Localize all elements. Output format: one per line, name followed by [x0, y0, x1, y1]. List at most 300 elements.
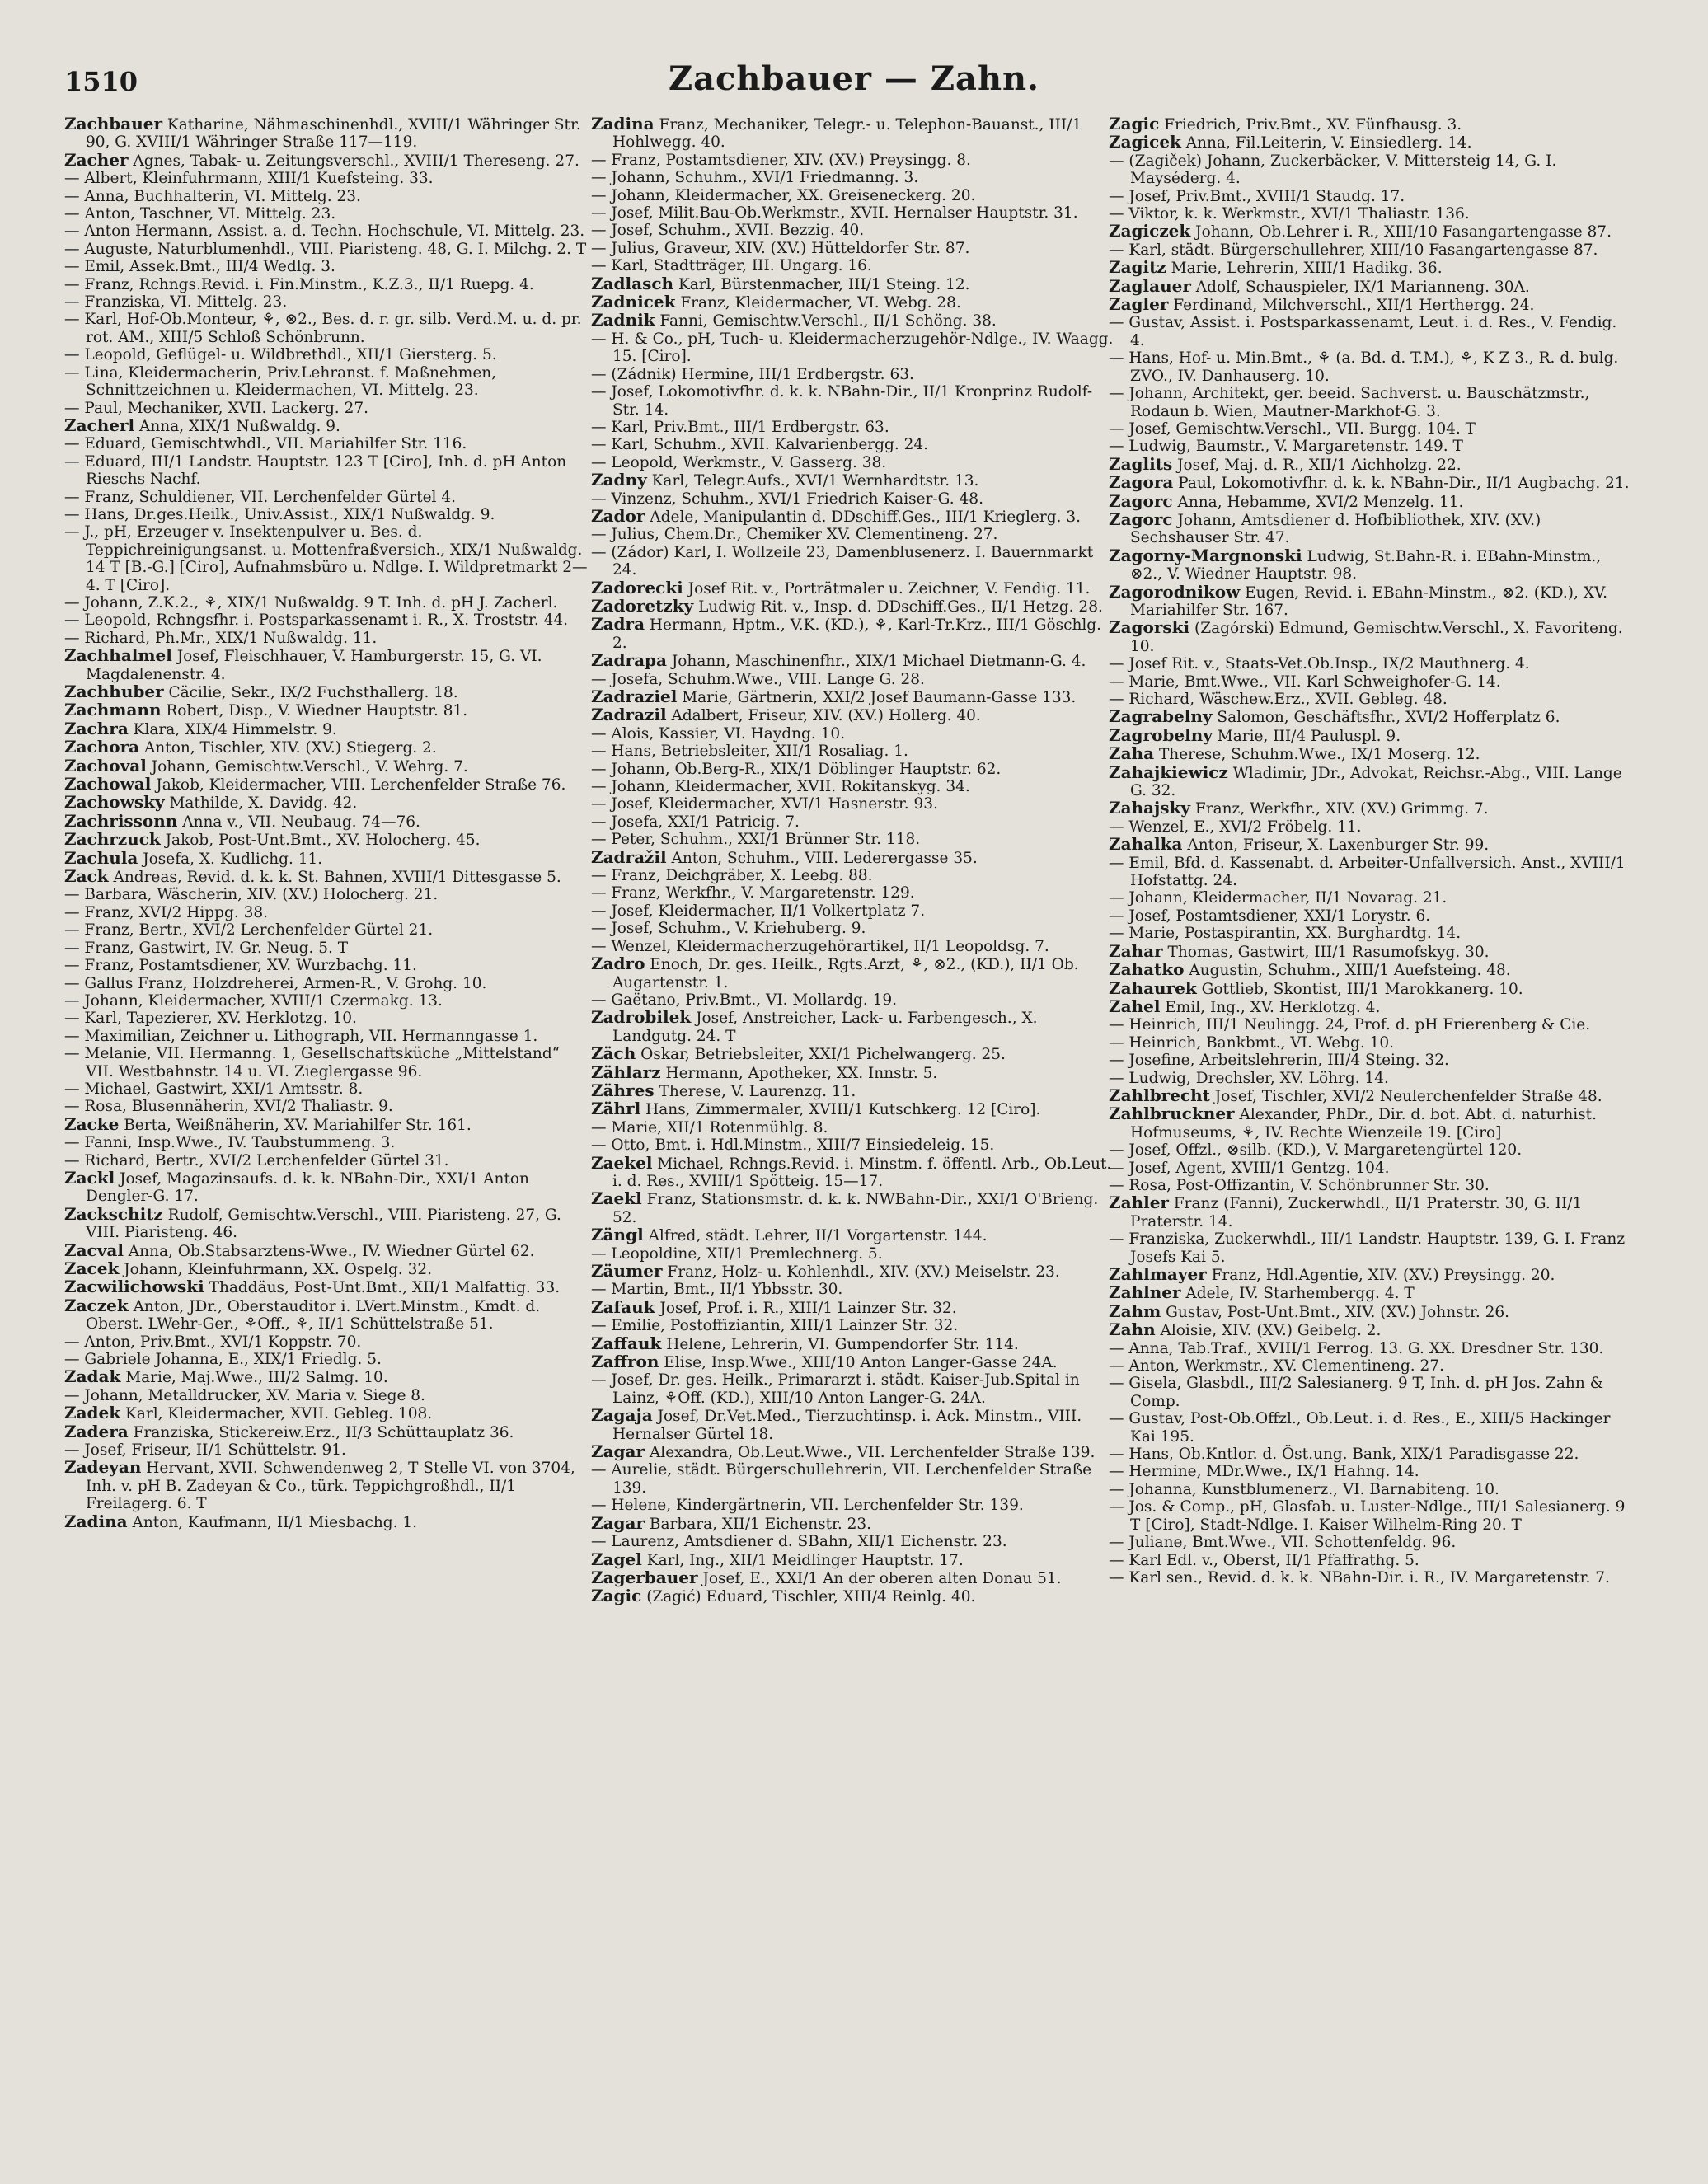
directory-entry: [1109, 961, 1632, 979]
entry-text: Enoch, Dr. ges. Heilk., Rgts.Arzt, ⚘, ⊗2., (KD.), II/1 Ob. Augartenstr. 1.: [612, 956, 1079, 991]
entry-text: Anna, XIX/1 Nußwaldg. 9.: [134, 417, 340, 435]
entry-surname: Zagicek: [1109, 132, 1181, 152]
entry-text: Fanni, Gemischtw.Verschl., II/1 Schöng. 38.: [655, 312, 997, 330]
entry-text: Franz, Holz- u. Kohlenhdl., XIV. (XV.) Meiselstr. 23.: [662, 1263, 1060, 1281]
entry-text: — Johann, Kleidermacher, II/1 Novarag. 21.: [1109, 889, 1448, 907]
entry-text: Hans, Zimmermaler, XVIII/1 Kutschkerg. 12 [Ciro].: [640, 1101, 1041, 1119]
directory-entry: [1109, 115, 1632, 134]
entry-surname: Zack: [64, 866, 109, 887]
entry-text: — Leopold, Geflügel- u. Wildbrethdl., XII/1 Giersterg. 5.: [64, 346, 497, 364]
entry-surname: Zador: [591, 505, 645, 526]
entry-text: — Josef, Postamtsdiener, XXI/1 Lorystr. 6.: [1109, 907, 1431, 925]
entry-surname: Zaglauer: [1109, 275, 1191, 296]
entry-text: — Josef, Priv.Bmt., XVIII/1 Staudg. 17.: [1109, 187, 1405, 205]
directory-entry: [591, 1119, 1114, 1137]
directory-entry: [591, 652, 1114, 670]
entry-surname: Zagitz: [1109, 257, 1166, 278]
entry-text: — Anton, Taschner, VI. Mittelg. 23.: [64, 205, 336, 223]
directory-entry: [591, 383, 1114, 419]
entry-surname: Zaglits: [1109, 453, 1173, 474]
entry-surname: Zadny: [591, 470, 647, 490]
entry-text: Gottlieb, Skontist, III/1 Marokkanerg. 10.: [1196, 980, 1523, 998]
directory-entry: [64, 115, 588, 152]
entry-text: Josef, Prof. i. R., XIII/1 Lainzer Str. 32.: [655, 1299, 957, 1317]
entry-surname: Zagora: [1109, 472, 1174, 493]
entry-text: — Franz, Postamtsdiener, XIV. (XV.) Preysingg. 8.: [591, 151, 971, 169]
entry-text: Helene, Lehrerin, VI. Gumpendorfer Str. 114.: [661, 1335, 1019, 1353]
entry-text: Rudolf, Gemischtw.Verschl., VIII. Piaristeng. 27, G. VIII. Piaristeng. 46.: [86, 1206, 561, 1242]
directory-entry: [64, 683, 588, 701]
directory-entry: [591, 579, 1114, 598]
directory-entry: [1109, 223, 1632, 241]
entry-text: — Ludwig, Baumstr., V. Margaretenstr. 149. T: [1109, 438, 1463, 456]
directory-entry: [64, 1113, 588, 1134]
entry-text: — Franz, Bertr., XVI/2 Lerchenfelder Gürtel 21.: [64, 921, 434, 940]
entry-text: — Marie, Postaspirantin, XX. Burghardtg. 14.: [1109, 925, 1462, 943]
directory-entry: [64, 957, 588, 974]
directory-entry: [64, 1297, 588, 1333]
directory-entry: [1109, 1410, 1632, 1446]
directory-entry: [1109, 438, 1632, 455]
directory-entry: [591, 490, 1114, 508]
entry-surname: Zachoval: [64, 755, 147, 776]
entry-text: — Paul, Mechaniker, XVII. Lackerg. 27.: [64, 399, 368, 417]
directory-entry: [1109, 1569, 1632, 1586]
entry-text: — Karl, städt. Bürgerschullehrer, XIII/10 Fasangartengasse 87.: [1109, 241, 1598, 259]
directory-entry: [591, 1082, 1114, 1100]
directory-entry: [591, 1317, 1114, 1334]
entry-text: Therese, V. Laurenzg. 11.: [654, 1082, 856, 1100]
directory-entry: [64, 223, 588, 240]
entry-surname: Zagrobelny: [1109, 724, 1213, 745]
directory-entry: [1109, 691, 1632, 708]
directory-entry: [64, 311, 588, 346]
entry-surname: Zadrazil: [591, 705, 667, 725]
entry-text: Anna, Hebamme, XVI/2 Menzelg. 11.: [1172, 493, 1464, 511]
entry-surname: Zachhuber: [64, 682, 164, 701]
directory-entry: [64, 417, 588, 435]
directory-entry: [1109, 1160, 1632, 1177]
entry-surname: Zadek: [64, 1403, 121, 1423]
directory-entry: [591, 436, 1114, 453]
entry-surname: Zadoretzky: [591, 595, 694, 616]
entry-text: — Helene, Kindergärtnerin, VII. Lerchenfelder Str. 139.: [591, 1497, 1024, 1515]
entry-surname: Zachhalmel: [64, 645, 172, 666]
directory-entry: [1109, 619, 1632, 655]
entry-surname: Zachmann: [64, 700, 162, 720]
entry-text: — Karl Edl. v., Oberst, II/1 Pfaffrathg. 5.: [1109, 1551, 1419, 1569]
directory-entry: [1109, 314, 1632, 349]
entry-text: — Franz, XVI/2 Hippg. 38.: [64, 903, 268, 921]
entry-text: — Johann, Kleidermacher, XVII. Rokitanskyg. 34.: [591, 778, 970, 796]
entry-text: Gustav, Post-Unt.Bmt., XIV. (XV.) Johnstr. 26.: [1161, 1303, 1510, 1321]
entry-text: Elise, Insp.Wwe., XIII/10 Anton Langer-Gasse 24A.: [659, 1354, 1058, 1372]
entry-surname: Zahajkiewicz: [1109, 762, 1228, 782]
entry-text: — Marie, XII/1 Rotenmühlg. 8.: [591, 1118, 828, 1137]
directory-entry: [64, 738, 588, 757]
entry-text: Josef Rit. v., Porträtmaler u. Zeichner, V. Fendig. 11.: [683, 579, 1091, 598]
directory-entry: [591, 1263, 1114, 1281]
directory-entry: [591, 152, 1114, 169]
entry-surname: Zagic: [1109, 115, 1160, 134]
entry-text: Anton, Friseur, X. Laxenburger Str. 99.: [1182, 837, 1490, 855]
entry-text: — Josef, Gemischtw.Verschl., VII. Burgg. 104. T: [1109, 419, 1476, 438]
directory-entry: [591, 1296, 1114, 1317]
directory-entry: [1109, 673, 1632, 691]
directory-entry: [64, 241, 588, 258]
directory-entry: [64, 594, 588, 612]
directory-entry: [1109, 1534, 1632, 1551]
entry-surname: Zadražil: [591, 846, 667, 867]
entry-text: — Jos. & Comp., pH, Glasfab. u. Luster-Ndlge., III/1 Salesianerg. 9 T [Ciro], Stadt-Ndlge. I. Kaiser Wilhelm-Ring 20. T: [1109, 1498, 1626, 1534]
directory-entry: [1109, 1481, 1632, 1498]
entry-text: Adalbert, Friseur, XIV. (XV.) Hollerg. 40.: [666, 707, 981, 725]
entry-text: — Franz, Rchngs.Revid. i. Fin.Minstm., K.Z.3., II/1 Ruepg. 4.: [64, 275, 534, 293]
entry-text: Johann, Ob.Lehrer i. R., XIII/10 Fasangartengasse 87.: [1190, 223, 1612, 241]
entry-text: Friedrich, Priv.Bmt., XV. Fünfhausg. 3.: [1159, 116, 1462, 134]
directory-entry: [64, 1459, 588, 1512]
directory-entry: [591, 1443, 1114, 1461]
directory-entry: [591, 955, 1114, 991]
entry-text: Alexandra, Ob.Leut.Wwe., VII. Lerchenfelder Straße 139.: [645, 1444, 1096, 1462]
directory-entry: [1109, 1070, 1632, 1087]
entry-text: — Rosa, Post-Offizantin, V. Schönbrunner Str. 30.: [1109, 1176, 1490, 1194]
directory-entry: [591, 902, 1114, 920]
entry-text: — Heinrich, III/1 Neulingg. 24, Prof. d. pH Frierenberg & Cie.: [1109, 1016, 1591, 1034]
entry-text: Johann, Kleinfuhrmann, XX. Ospelg. 32.: [119, 1261, 432, 1278]
entry-text: — Karl, Stadtträger, III. Ungarg. 16.: [591, 257, 872, 275]
entry-text: — Leopold, Werkmstr., V. Gasserg. 38.: [591, 453, 887, 471]
directory-entry: [591, 1353, 1114, 1371]
entry-surname: Zacval: [64, 1240, 124, 1260]
directory-entry: [64, 453, 588, 489]
directory-entry: [591, 616, 1114, 652]
directory-entry: [1109, 1016, 1632, 1033]
entry-text: Johann, Amtsdiener d. Hofbibliothek, XIV. (XV.) Sechshauser Str. 47.: [1130, 511, 1541, 547]
entry-text: Johann, Maschinenfhr., XIX/1 Michael Dietmann-G. 4.: [666, 653, 1086, 671]
entry-text: Karl, Kleidermacher, XVII. Gebleg. 108.: [120, 1405, 433, 1423]
entry-text: — Josefa, Schuhm.Wwe., VIII. Lange G. 28.: [591, 670, 925, 688]
entry-text: — Josef, Kleidermacher, II/1 Volkertplatz 7.: [591, 902, 926, 920]
entry-surname: Zachra: [64, 718, 129, 738]
page-title: Zachbauer — Zahn.: [668, 59, 1040, 98]
directory-entry: [591, 706, 1114, 724]
entry-text: Anton, Schuhm., VIII. Lederergasse 35.: [666, 849, 978, 867]
entry-text: Eugen, Revid. i. EBahn-Minstm., ⊗2. (KD.), XV. Mariahilfer Str. 167.: [1130, 583, 1607, 619]
directory-entry: [591, 671, 1114, 688]
directory-entry: [64, 1404, 588, 1422]
entry-text: — Leopold, Rchngsfhr. i. Postsparkassenamt i. R., X. Troststr. 44.: [64, 612, 569, 630]
entry-text: Augustin, Schuhm., XIII/1 Auefsteing. 48.: [1184, 962, 1511, 980]
directory-entry: [591, 743, 1114, 760]
entry-surname: Zadrobilek: [591, 1007, 692, 1028]
entry-text: Marie, Lehrerin, XIII/1 Hadikg. 36.: [1166, 260, 1443, 278]
column-1: [64, 115, 588, 2172]
entry-text: — Vinzenz, Schuhm., XVI/1 Friedrich Kaiser-G. 48.: [591, 490, 983, 508]
directory-entry: [591, 505, 1114, 526]
entry-text: — Franz, Gastwirt, IV. Gr. Neug. 5. T: [64, 939, 349, 957]
entry-surname: Zackl: [64, 1167, 115, 1188]
directory-entry: [591, 846, 1114, 867]
entry-text: Salomon, Geschäftsfhr., XVI/2 Hofferplatz 6.: [1212, 709, 1560, 727]
entry-surname: Zadeyan: [64, 1457, 142, 1478]
directory-entry: [591, 526, 1114, 543]
entry-surname: Zagic: [591, 1586, 642, 1606]
entry-surname: Zagler: [1109, 294, 1169, 315]
entry-text: Barbara, XII/1 Eichenstr. 23.: [645, 1515, 872, 1533]
directory-entry: [591, 204, 1114, 222]
entry-surname: Zadrapa: [591, 650, 667, 671]
directory-entry: [1109, 1375, 1632, 1410]
entry-text: — Hans, Hof- u. Min.Bmt., ⚘ (a. Bd. d. T.M.), ⚘, K Z 3., R. d. bulg. ZVO., IV. Danhauserg. 10.: [1109, 349, 1619, 385]
entry-surname: Zäch: [591, 1043, 636, 1064]
entry-text: (Zagórski) Edmund, Gemischtw.Verschl., X. Favoriteng. 10.: [1130, 620, 1623, 655]
entry-text: Josef, Anstreicher, Lack- u. Farbengesch., X. Landgutg. 24. T: [612, 1010, 1038, 1045]
directory-entry: [1109, 818, 1632, 836]
directory-entry: [591, 1100, 1114, 1118]
entry-text: Marie, III/4 Pauluspl. 9.: [1212, 727, 1401, 745]
entry-surname: Zacek: [64, 1258, 120, 1278]
directory-entry: [64, 523, 588, 594]
directory-entry: [591, 1064, 1114, 1082]
entry-text: — Wenzel, Kleidermacherzugehörartikel, II/1 Leopoldsg. 7.: [591, 937, 1049, 955]
entry-text: — Michael, Gastwirt, XXI/1 Amtsstr. 8.: [64, 1080, 364, 1098]
entry-text: Josef, Fleischhauer, V. Hamburgerstr. 15, G. VI. Magdalenenstr. 4.: [86, 648, 542, 683]
entry-surname: Zagaja: [591, 1405, 653, 1426]
entry-text: — Richard, Ph.Mr., XIX/1 Nußwaldg. 11.: [64, 629, 378, 647]
directory-entry: [64, 205, 588, 223]
entry-text: — Otto, Bmt. i. Hdl.Minstm., XIII/7 Einsiedeleig. 15.: [591, 1137, 995, 1155]
directory-entry: [64, 506, 588, 523]
entry-text: — Josefa, XXI/1 Patricig. 7.: [591, 813, 800, 831]
column-2: [591, 115, 1114, 2172]
entry-text: — Anton Hermann, Assist. a. d. Techn. Hochschule, VI. Mittelg. 23.: [64, 223, 585, 241]
entry-text: — Josefine, Arbeitslehrerin, III/4 Steing. 32.: [1109, 1052, 1449, 1070]
directory-entry: [591, 884, 1114, 902]
directory-entry: [1109, 1177, 1632, 1194]
directory-entry: [64, 1513, 588, 1531]
entry-text: Josef, E., XXI/1 An der oberen alten Donau 51.: [697, 1569, 1062, 1587]
entry-surname: Zacherl: [64, 415, 135, 435]
entry-text: Anton, Kaufmann, II/1 Miesbachg. 1.: [127, 1513, 418, 1531]
entry-text: Hermann, Hptm., V.K. (KD.), ⚘, Karl-Tr.Krz., III/1 Göschlg. 2.: [612, 616, 1102, 652]
entry-surname: Zaczek: [64, 1295, 129, 1315]
entry-text: Oskar, Betriebsleiter, XXI/1 Pichelwangerg. 25.: [636, 1046, 1006, 1064]
entry-text: Anton, Tischler, XIV. (XV.) Stiegerg. 2.: [139, 739, 437, 757]
directory-entry: [1109, 349, 1632, 385]
entry-text: — Anton, Priv.Bmt., XVI/1 Koppstr. 70.: [64, 1333, 362, 1351]
directory-entry: [64, 1423, 588, 1441]
directory-entry: [591, 1461, 1114, 1497]
entry-surname: Zahar: [1109, 940, 1163, 961]
directory-entry: [591, 688, 1114, 706]
entry-text: Josef, Magazinsaufs. d. k. k. NBahn-Dir., XXI/1 Anton Dengler-G. 17.: [86, 1169, 529, 1206]
directory-entry: [591, 257, 1114, 274]
directory-entry: [591, 187, 1114, 204]
directory-entry: [1109, 241, 1632, 259]
entry-surname: Zängl: [591, 1225, 644, 1245]
directory-entry: [64, 647, 588, 683]
entry-surname: Zachrzuck: [64, 829, 161, 850]
entry-text: — Johann, Kleidermacher, XX. Greiseneckerg. 20.: [591, 186, 976, 204]
entry-text: — Gisela, Glasbdl., III/2 Salesianerg. 9 T, Inh. d. pH Jos. Zahn & Comp.: [1109, 1375, 1604, 1410]
entry-text: Adele, IV. Starhembergg. 4. T: [1180, 1285, 1415, 1303]
directory-entry: [64, 400, 588, 417]
entry-surname: Zachowal: [64, 774, 152, 794]
directory-entry: [64, 188, 588, 205]
directory-entry: [1109, 1446, 1632, 1463]
entry-surname: Zähres: [591, 1080, 655, 1100]
directory-entry: [64, 1098, 588, 1115]
directory-entry: [591, 330, 1114, 366]
directory-entry: [64, 612, 588, 629]
entry-text: Johann, Gemischtw.Verschl., V. Wehrg. 7.: [146, 757, 468, 776]
directory-entry: [1109, 940, 1632, 961]
entry-surname: Zadina: [591, 115, 655, 134]
entry-text: Marie, Gärtnerin, XXI/2 Josef Baumann-Gasse 133.: [677, 689, 1077, 706]
directory-entry: [64, 630, 588, 647]
entry-surname: Zahlmayer: [1109, 1264, 1207, 1284]
entry-surname: Zagorc: [1109, 509, 1173, 529]
directory-entry: [591, 471, 1114, 490]
entry-text: — Hans, Betriebsleiter, XII/1 Rosaliag. 1.: [591, 743, 908, 761]
directory-entry: [64, 1242, 588, 1260]
entry-text: — Johann, Kleidermacher, XVIII/1 Czermakg. 13.: [64, 991, 443, 1010]
directory-entry: [64, 701, 588, 719]
entry-text: — Karl, Schuhm., XVII. Kalvarienbergg. 24.: [591, 436, 928, 454]
directory-entry: [591, 293, 1114, 312]
page-number: 1510: [64, 66, 138, 97]
directory-entry: [1109, 490, 1632, 511]
entry-text: — Gustav, Assist. i. Postsparkassenamt, Leut. i. d. Res., V. Fendig. 4.: [1109, 314, 1617, 349]
directory-entry: [64, 940, 588, 957]
entry-text: Michael, Rchngs.Revid. i. Minstm. f. öffentl. Arb., Ob.Leut. i. d. Res., XVIII/1 Spötteig. 15—17.: [612, 1155, 1112, 1190]
entry-text: Ludwig Rit. v., Insp. d. DDschiff.Ges., II/1 Hetzg. 28.: [693, 598, 1103, 616]
entry-text: — Anna, Buchhalterin, VI. Mittelg. 23.: [64, 187, 361, 205]
directory-entry: [591, 813, 1114, 831]
entry-text: Karl, Bürstenmacher, III/1 Steing. 12.: [673, 275, 970, 293]
entry-text: — Lina, Kleidermacherin, Priv.Lehranst. f. Maßnehmen, Schnittzeichnen u. Kleidermachen, VI. Mittelg. 23.: [64, 363, 497, 400]
directory-entry: [1109, 836, 1632, 854]
entry-text: — Ludwig, Drechsler, XV. Löhrg. 14.: [1109, 1069, 1389, 1087]
directory-entry: [1109, 998, 1632, 1016]
entry-text: Therese, Schuhm.Wwe., IX/1 Moserg. 12.: [1154, 746, 1480, 764]
entry-surname: Zahm: [1109, 1301, 1161, 1321]
directory-entry: [591, 1512, 1114, 1533]
entry-text: Berta, Weißnäherin, XV. Mariahilfer Str. 161.: [119, 1116, 472, 1134]
entry-surname: Zagrabelny: [1109, 706, 1213, 727]
entry-surname: Zachula: [64, 847, 138, 868]
directory-entry: [1109, 1340, 1632, 1357]
directory-entry: [591, 312, 1114, 330]
directory-entry: [64, 904, 588, 921]
entry-surname: Zährl: [591, 1099, 641, 1119]
entry-text: — Karl sen., Revid. d. k. k. NBahn-Dir. i. R., IV. Margaretenstr. 7.: [1109, 1568, 1610, 1586]
entry-surname: Zadraziel: [591, 687, 678, 706]
entry-text: — Eduard, Gemischtwhdl., VII. Mariahilfer Str. 116.: [64, 435, 467, 453]
directory-entry: [64, 847, 588, 868]
directory-entry: [1109, 275, 1632, 296]
entry-text: Thomas, Gastwirt, III/1 Rasumofskyg. 30.: [1162, 943, 1490, 961]
directory-entry: [1109, 1284, 1632, 1302]
entry-text: Thaddäus, Post-Unt.Bmt., XII/1 Malfattig. 33.: [204, 1279, 561, 1297]
directory-entry: [591, 595, 1114, 616]
entry-text: — H. & Co., pH, Tuch- u. Kleidermacherzugehör-Ndlge., IV. Waagg. 15. [Ciro].: [591, 330, 1114, 366]
entry-surname: Zadnicek: [591, 292, 676, 312]
entry-surname: Zadra: [591, 614, 645, 635]
directory-entry: [1109, 511, 1632, 547]
directory-entry: [64, 1203, 588, 1242]
directory-entry: [64, 1010, 588, 1027]
directory-entry: [64, 1169, 588, 1206]
entry-surname: Zagerbauer: [591, 1567, 698, 1587]
entry-surname: Zählarz: [591, 1062, 661, 1082]
entry-surname: Zachowsky: [64, 792, 165, 813]
directory-entry: [1109, 547, 1632, 583]
entry-text: Robert, Disp., V. Wiedner Hauptstr. 81.: [161, 702, 468, 720]
entry-text: — Johann, Z.K.2., ⚘, XIX/1 Nußwaldg. 9 T. Inh. d. pH J. Zacherl.: [64, 593, 558, 612]
directory-entry: [591, 115, 1114, 152]
directory-entry: [1109, 1266, 1632, 1284]
entry-text: (Zagić) Eduard, Tischler, XIII/4 Reinlg. 40.: [641, 1588, 976, 1606]
entry-text: Anna v., VII. Neubaug. 74—76.: [177, 813, 420, 831]
directory-entry: [591, 991, 1114, 1009]
entry-text: — Josef, Offzl., ⊗silb. (KD.), V. Margaretengürtel 120.: [1109, 1141, 1523, 1160]
entry-text: — Hans, Dr.ges.Heilk., Univ.Assist., XIX/1 Nußwaldg. 9.: [64, 505, 495, 523]
directory-entry: [1109, 764, 1632, 800]
directory-entry: [64, 293, 588, 311]
directory-entry: [1109, 977, 1632, 998]
entry-text: — Emilie, Postoffiziantin, XIII/1 Lainzer Str. 32.: [591, 1317, 959, 1335]
directory-entry: [1109, 385, 1632, 420]
directory-entry: [1109, 655, 1632, 673]
directory-entry: [64, 810, 588, 831]
entry-surname: Zaffron: [591, 1352, 659, 1372]
entry-text: — Julius, Graveur, XIV. (XV.) Hütteldorfer Str. 87.: [591, 239, 970, 257]
directory-entry: [1109, 855, 1632, 890]
entry-text: — Josef, Schuhm., V. Kriehuberg. 9.: [591, 920, 866, 938]
entry-text: — Anna, Tab.Traf., XVIII/1 Ferrog. 13. G. XX. Dresdner Str. 130.: [1109, 1339, 1604, 1357]
entry-surname: Zagorski: [1109, 617, 1190, 638]
entry-text: Paul, Lokomotivfhr. d. k. k. NBahn-Dir., II/1 Augbachg. 21.: [1173, 475, 1630, 493]
entry-text: Karl, Telegr.Aufs., XVI/1 Wernhardtstr. 13.: [646, 472, 979, 490]
entry-surname: Zacwilichowski: [64, 1277, 204, 1297]
entry-surname: Zagorny-Margnonski: [1109, 545, 1302, 565]
entry-text: — Johann, Architekt, ger. beeid. Sachverst. u. Bauschätzmstr., Rodaun b. Wien, Mautner-Markhof-G. 3.: [1109, 385, 1590, 420]
directory-entry: [591, 867, 1114, 884]
entry-text: — Josef, Lokomotivfhr. d. k. k. NBahn-Dir., II/1 Kronprinz Rudolf-Str. 14.: [591, 383, 1093, 419]
entry-text: Anton, JDr., Oberstauditor i. LVert.Minstm., Kmdt. d. Oberst. LWehr-Ger., ⚘Off., ⚘, II/1 Schüttelstraße 51.: [86, 1297, 541, 1333]
directory-entry: [591, 725, 1114, 743]
entry-text: — Josef, Dr. ges. Heilk., Primararzt i. städt. Kaiser-Jub.Spital in Lainz, ⚘Off. (KD.), XIII/10 Anton Langer-G. 24A.: [591, 1371, 1080, 1407]
entry-surname: Zadera: [64, 1421, 129, 1441]
entry-surname: Zachrissonn: [64, 810, 178, 831]
entry-surname: Zagel: [591, 1549, 642, 1569]
directory-entry: [64, 720, 588, 738]
entry-text: — Marie, Bmt.Wwe., VII. Karl Schweighofer-G. 14.: [1109, 673, 1501, 691]
directory-entry: [64, 975, 588, 992]
directory-entry: [64, 489, 588, 506]
entry-text: Josef, Tischler, XVI/2 Neulerchenfelder Straße 48.: [1209, 1087, 1602, 1105]
directory-entry: [1109, 1052, 1632, 1069]
directory-entry: [64, 170, 588, 187]
entry-text: — Peter, Schuhm., XXI/1 Brünner Str. 118.: [591, 831, 921, 849]
entry-text: — Josef, Kleidermacher, XVI/1 Hasnerstr. 93.: [591, 795, 938, 813]
entry-text: — J., pH, Erzeuger v. Insektenpulver u. Bes. d. Teppichreinigungsanst. u. Mottenfraßversich., XIX/1 Nußwaldg. 14 T [B.-G.] [Ciro], Aufnahmsbüro u. Ndlge. I. Wildpretmarkt 2—4. T [Ciro].: [64, 523, 588, 594]
entry-text: Anna, Fil.Leiterin, V. Einsiedlerg. 14.: [1180, 134, 1472, 152]
directory-entry: [591, 778, 1114, 795]
directory-entry: [591, 169, 1114, 186]
